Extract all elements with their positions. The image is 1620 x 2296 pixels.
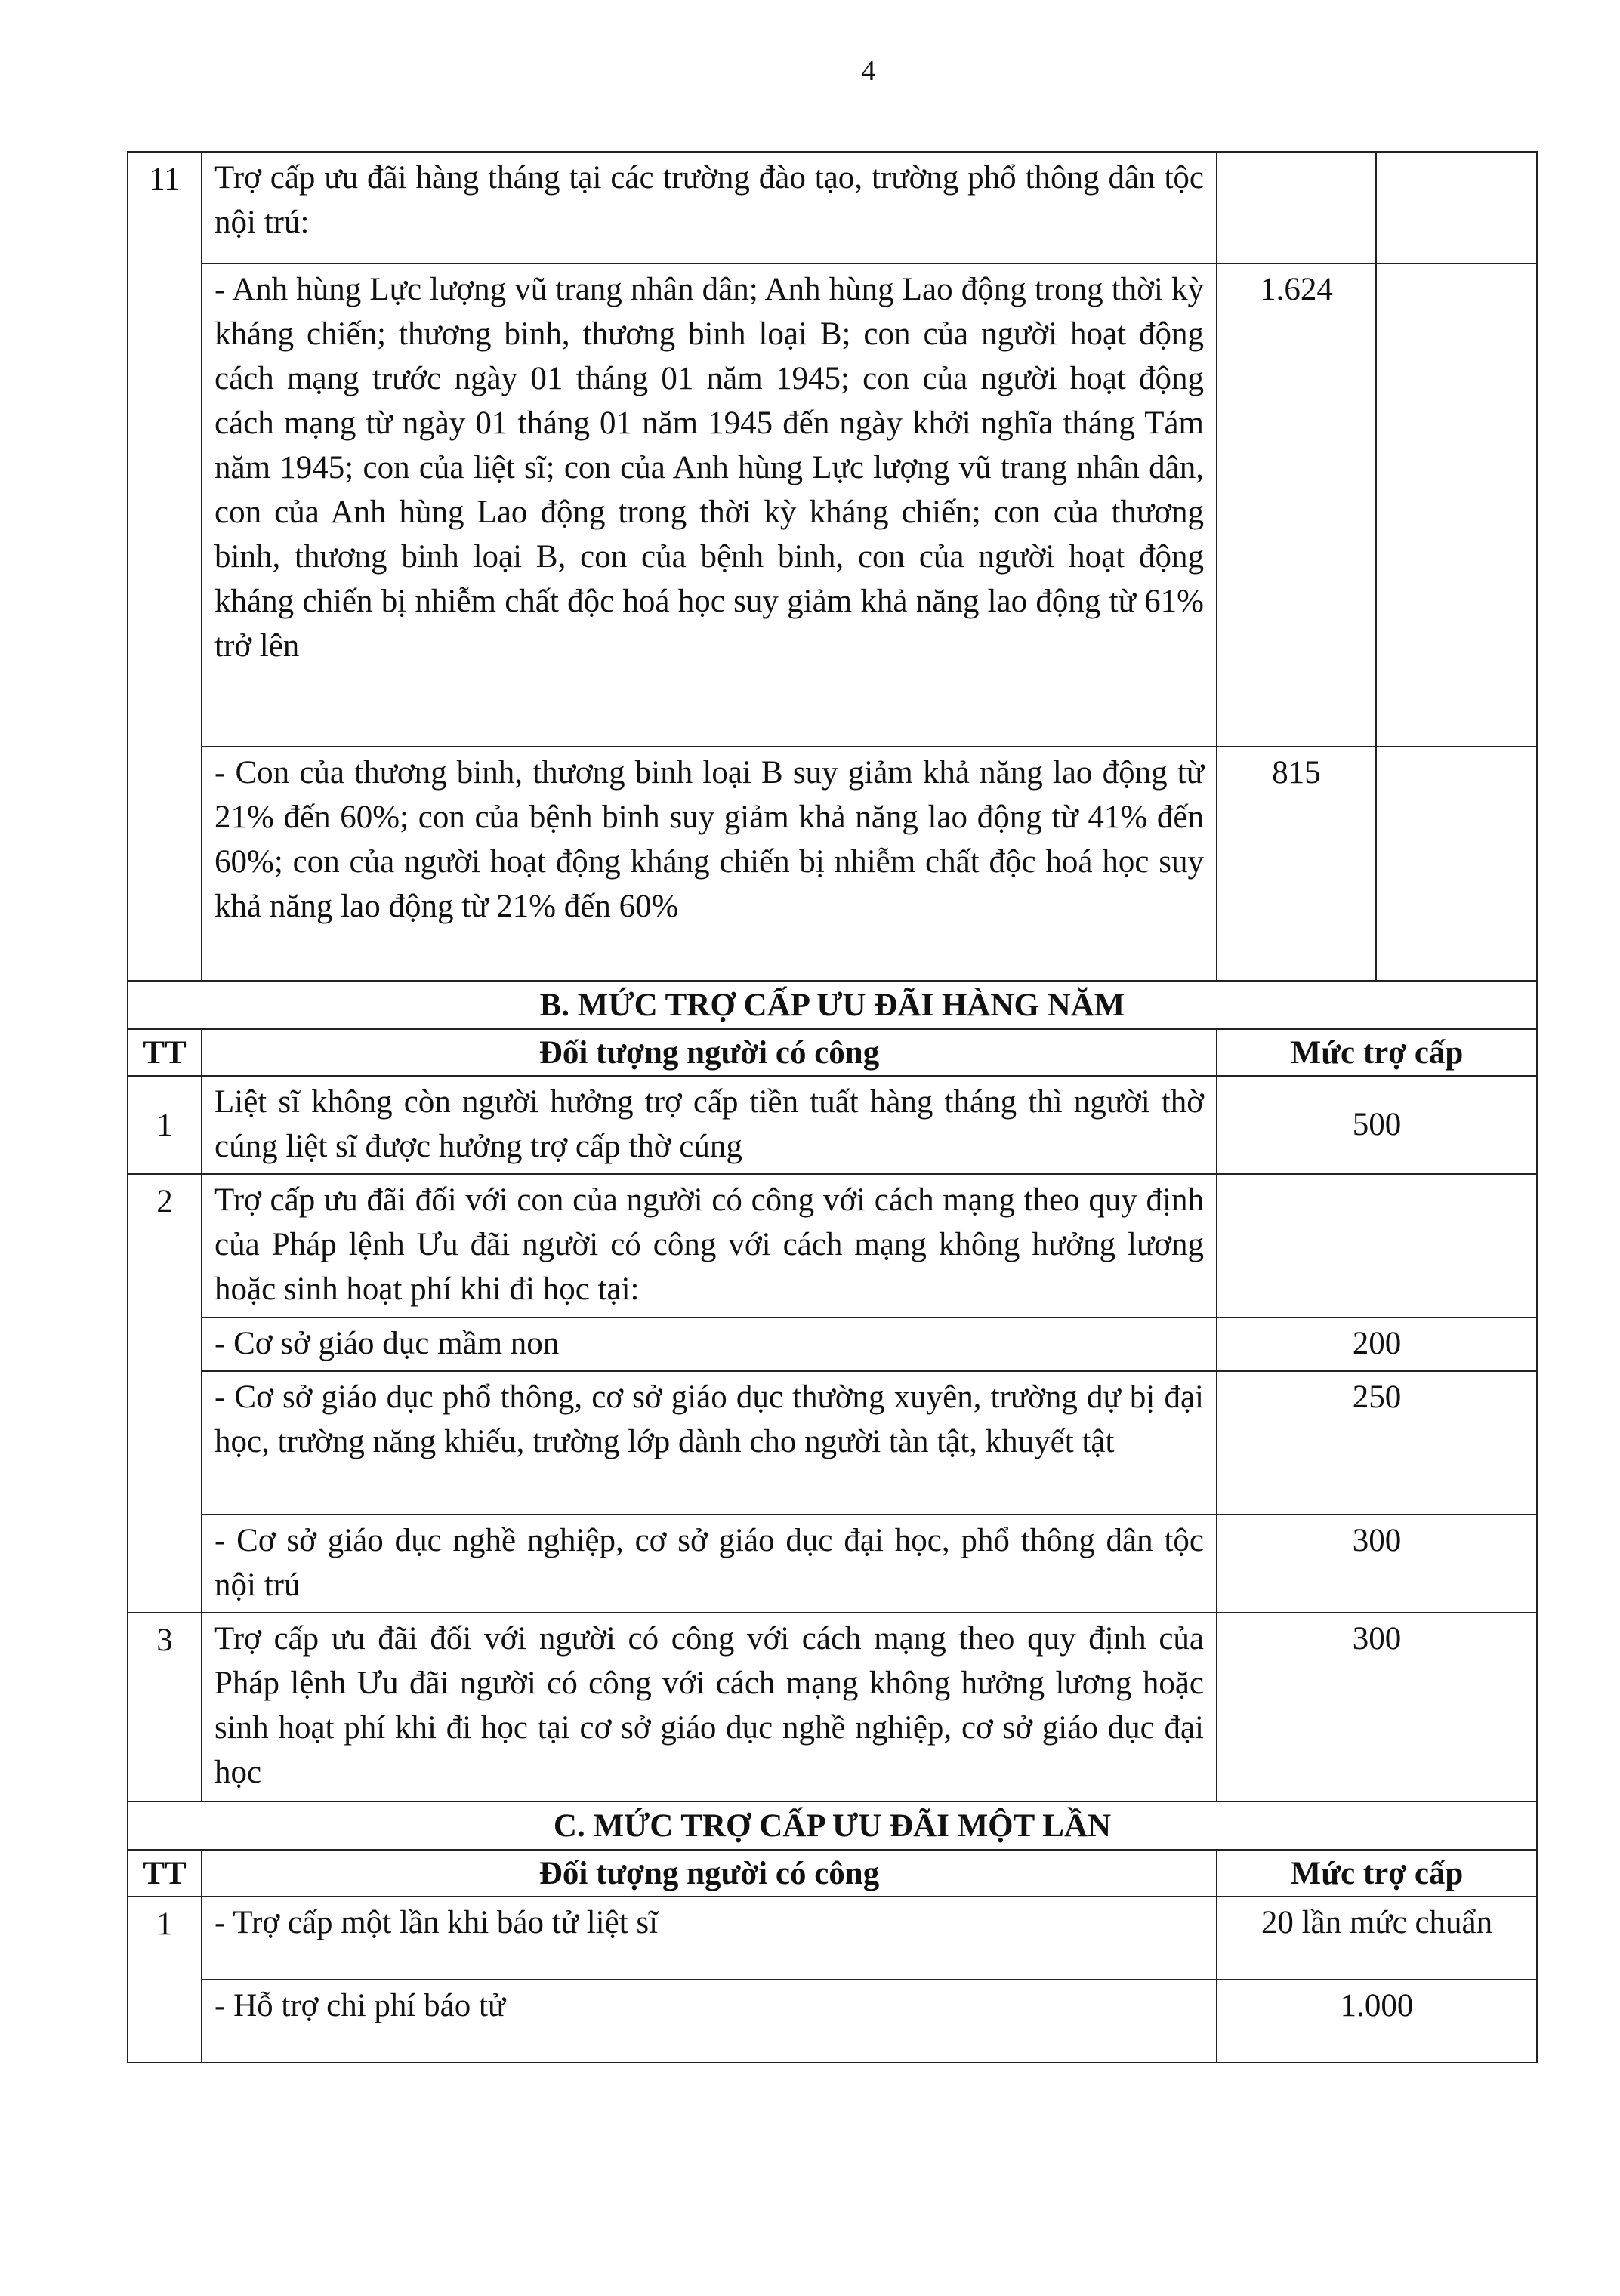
section-heading-row <box>128 981 1537 1029</box>
row-value: 500 <box>1217 1076 1537 1174</box>
row-item-value: 20 lần mức chuẩn <box>1217 1897 1537 1980</box>
row-number: 3 <box>128 1613 202 1801</box>
empty-cell <box>1376 747 1537 981</box>
page-number: 4 <box>861 55 876 87</box>
row-number: 11 <box>128 152 202 264</box>
table-row <box>128 1515 1537 1613</box>
row-item-text: - Trợ cấp một lần khi báo tử liệt sĩ <box>202 1897 1217 1980</box>
table-row <box>128 1174 1537 1318</box>
table-row <box>128 747 1537 981</box>
header-row <box>128 1029 1537 1076</box>
row-item-text: - Cơ sở giáo dục nghề nghiệp, cơ sở giáo dục đại học, phổ thông dân tộc nội trú <box>202 1515 1217 1613</box>
row-item-value: 200 <box>1217 1318 1537 1371</box>
row-item-value: 815 <box>1217 747 1376 981</box>
header-tt: TT <box>128 1029 202 1076</box>
table-row <box>128 1980 1537 2063</box>
header-amount: Mức trợ cấp <box>1217 1850 1537 1897</box>
empty-cell <box>128 1371 202 1515</box>
row-item-text: - Anh hùng Lực lượng vũ trang nhân dân; Anh hùng Lao động trong thời kỳ kháng chiến; thương binh, thương binh loại B; con của người hoạt động cách mạng trước ngày 01 tháng 01 năm 1945; con của người hoạt động cách mạng từ ngày 01 tháng 01 năm 1945 đến ngày khởi nghĩa tháng Tám năm 1945; con của liệt sĩ; con của Anh hùng Lực lượng vũ trang nhân dân, con của Anh hùng Lao động trong thời kỳ kháng chiến; con của thương binh, thương binh loại B, con của bệnh binh, con của người hoạt động kháng chiến bị nhiễm chất độc hoá học suy giảm khả năng lao động từ 61% trở lên <box>202 264 1217 747</box>
empty-cell <box>1376 264 1537 747</box>
row-item-text: - Cơ sở giáo dục mầm non <box>202 1318 1217 1371</box>
table-row <box>128 1076 1537 1174</box>
header-row <box>128 1850 1537 1897</box>
row-item-value: 250 <box>1217 1371 1537 1515</box>
table-row <box>128 1897 1537 1980</box>
allowance-document <box>127 151 1536 2063</box>
table-row <box>128 264 1537 747</box>
allowance-table <box>127 151 1538 2063</box>
row-number: 1 <box>128 1076 202 1174</box>
empty-cell <box>128 1515 202 1613</box>
header-subject: Đối tượng người có công <box>202 1029 1217 1076</box>
header-tt: TT <box>128 1850 202 1897</box>
table-row <box>128 1613 1537 1801</box>
row-value: 300 <box>1217 1613 1537 1801</box>
row-number: 1 <box>128 1897 202 1980</box>
table-row <box>128 1371 1537 1515</box>
row-item-value: 1.000 <box>1217 1980 1537 2063</box>
empty-cell <box>128 747 202 981</box>
empty-cell <box>1376 152 1537 264</box>
row-item-value: 1.624 <box>1217 264 1376 747</box>
empty-cell <box>128 264 202 747</box>
table-row <box>128 1318 1537 1371</box>
row-text: Trợ cấp ưu đãi đối với người có công với cách mạng theo quy định của Pháp lệnh Ưu đãi người có công với cách mạng không hưởng lương hoặc sinh hoạt phí khi đi học tại cơ sở giáo dục nghề nghiệp, cơ sở giáo dục đại học <box>202 1613 1217 1801</box>
row-title: Trợ cấp ưu đãi hàng tháng tại các trường đào tạo, trường phổ thông dân tộc nội trú: <box>202 152 1217 264</box>
row-item-text: - Cơ sở giáo dục phổ thông, cơ sở giáo dục thường xuyên, trường dự bị đại học, trường năng khiếu, trường lớp dành cho người tàn tật, khuyết tật <box>202 1371 1217 1515</box>
row-number: 2 <box>128 1174 202 1318</box>
empty-cell <box>128 1318 202 1371</box>
section-heading-row <box>128 1801 1537 1850</box>
empty-cell <box>128 1980 202 2063</box>
row-item-text: - Hỗ trợ chi phí báo tử <box>202 1980 1217 2063</box>
row-text: Liệt sĩ không còn người hưởng trợ cấp tiền tuất hàng tháng thì người thờ cúng liệt sĩ được hưởng trợ cấp thờ cúng <box>202 1076 1217 1174</box>
section-c-title: C. MỨC TRỢ CẤP ƯU ĐÃI MỘT LẦN <box>128 1801 1537 1850</box>
section-b-title: B. MỨC TRỢ CẤP ƯU ĐÃI HÀNG NĂM <box>128 981 1537 1029</box>
row-text: Trợ cấp ưu đãi đối với con của người có công với cách mạng theo quy định của Pháp lệnh Ưu đãi người có công với cách mạng không hưởng lương hoặc sinh hoạt phí khi đi học tại: <box>202 1174 1217 1318</box>
row-item-text: - Con của thương binh, thương binh loại B suy giảm khả năng lao động từ 21% đến 60%; con của bệnh binh suy giảm khả năng lao động từ 41% đến 60%; con của người hoạt động kháng chiến bị nhiễm chất độc hoá học suy khả năng lao động từ 21% đến 60% <box>202 747 1217 981</box>
empty-cell <box>1217 152 1376 264</box>
empty-cell <box>1217 1174 1537 1318</box>
row-item-value: 300 <box>1217 1515 1537 1613</box>
header-subject: Đối tượng người có công <box>202 1850 1217 1897</box>
header-amount: Mức trợ cấp <box>1217 1029 1537 1076</box>
table-row <box>128 152 1537 264</box>
